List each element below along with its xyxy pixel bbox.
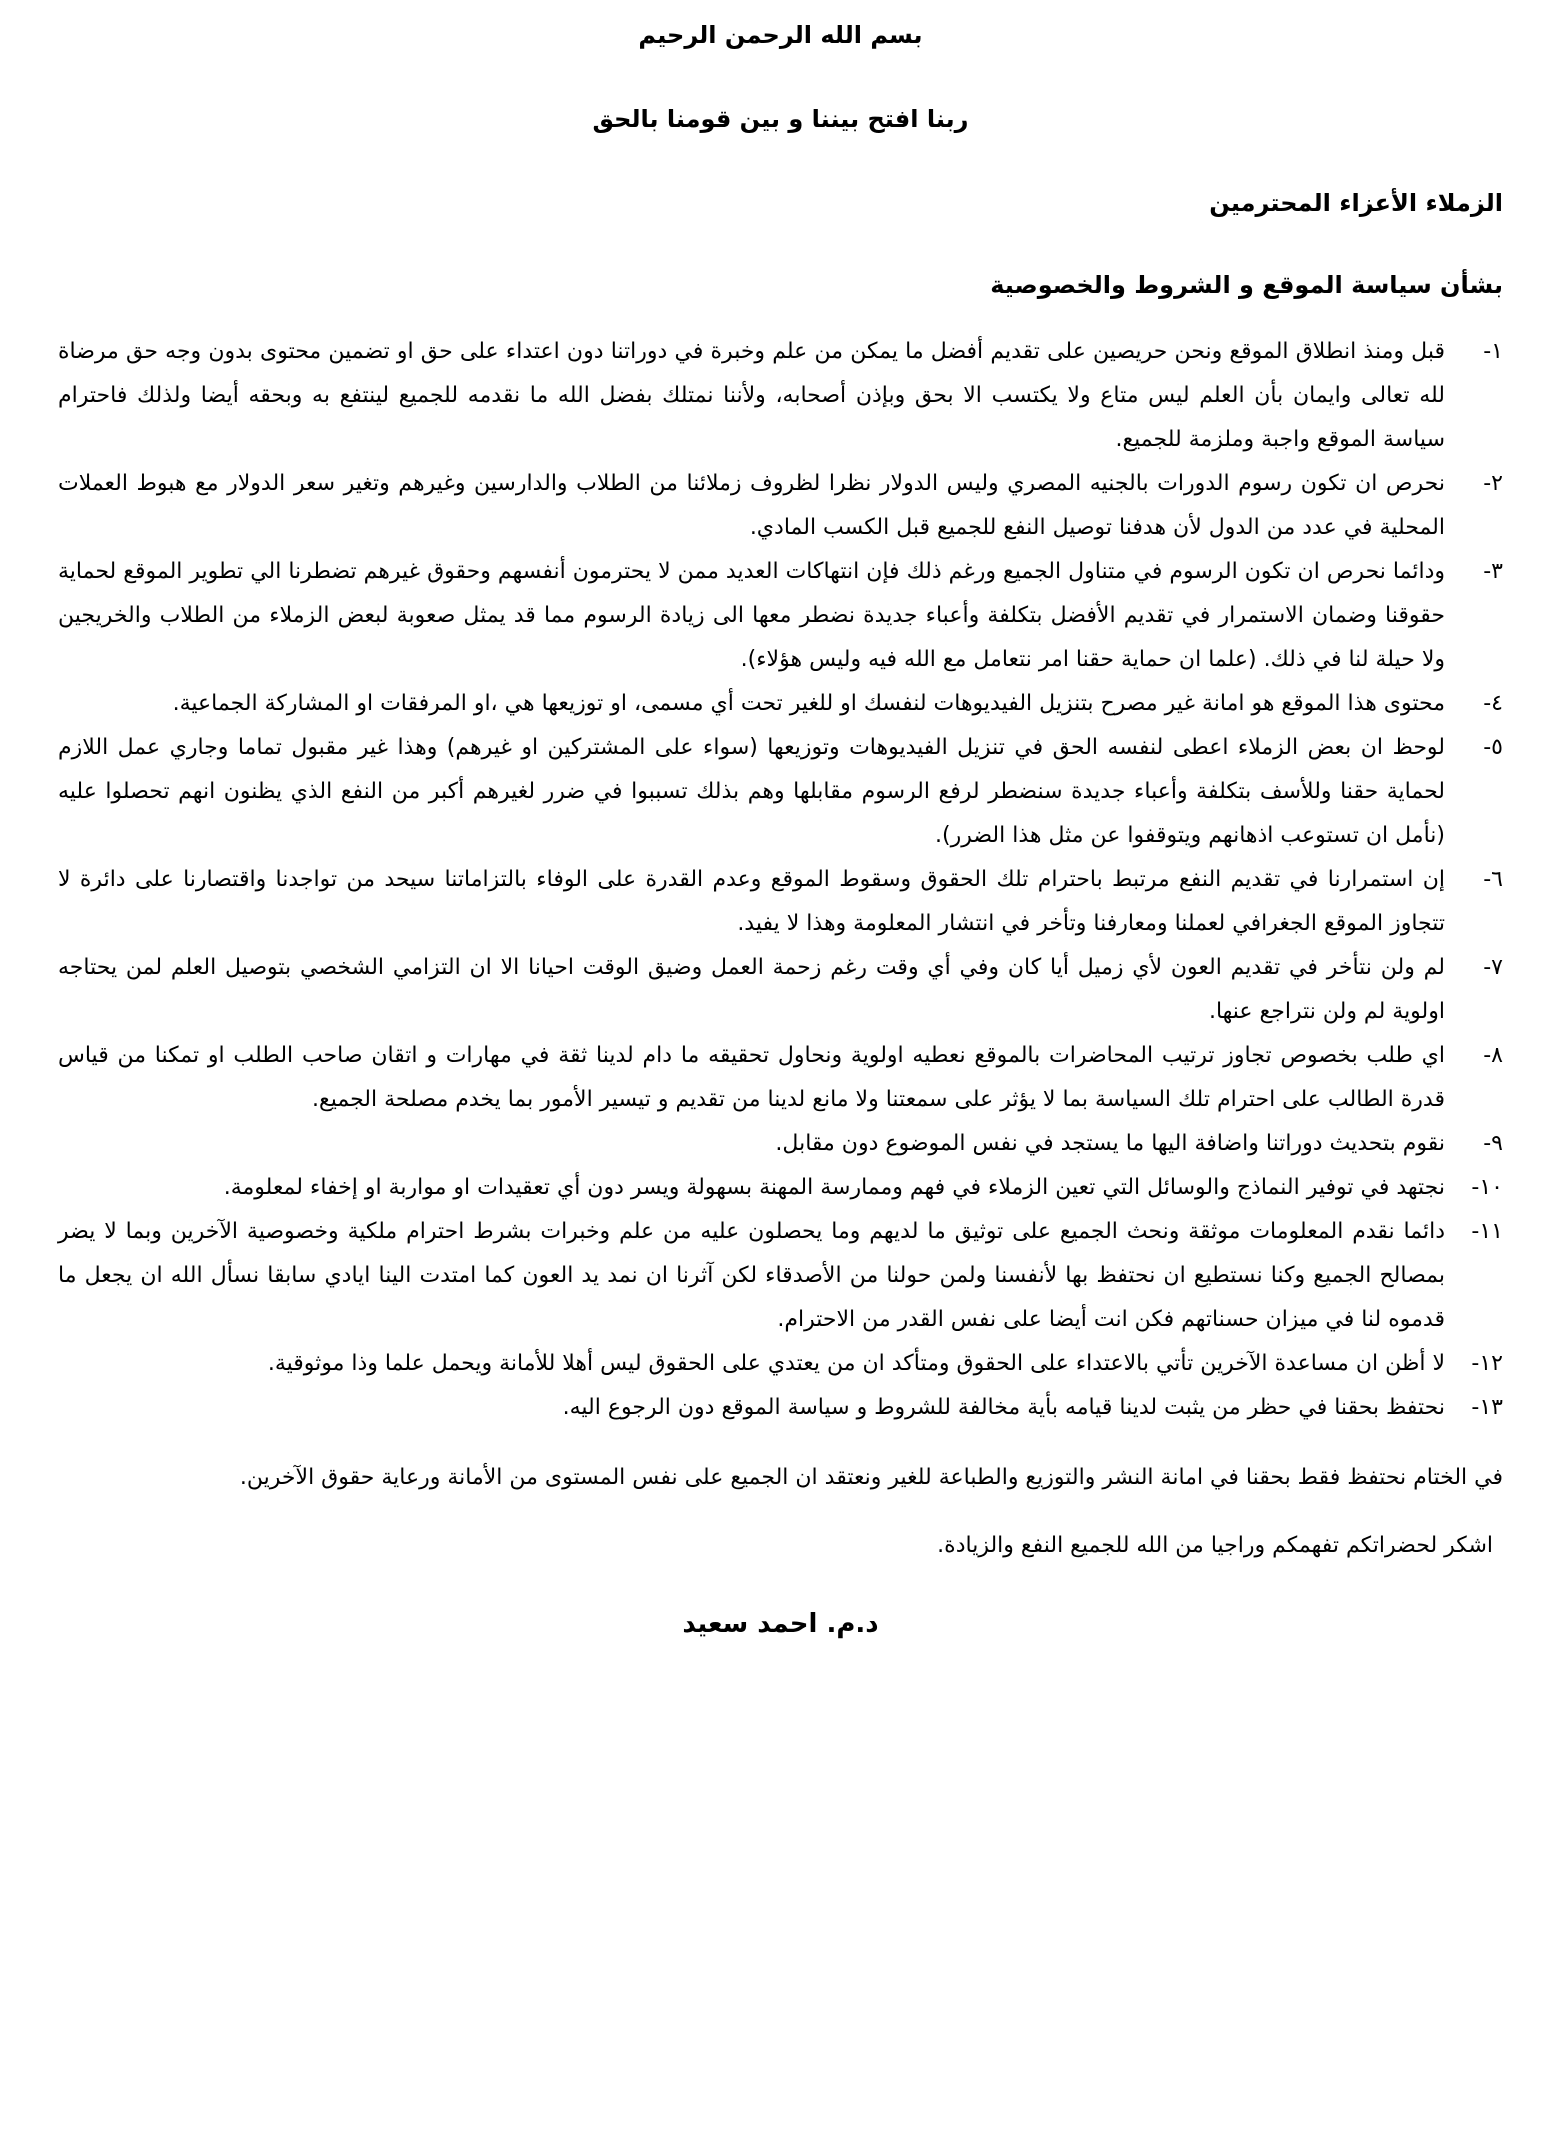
item-text: إن استمرارنا في تقديم النفع مرتبط باحترام تلك الحقوق وسقوط الموقع وعدم القدرة على الوفاء بالتزاماتنا سيحد من تواجدنا واقتصارنا على دائرة لا تتجاوز الموقع الجغرافي لعملنا ومعارفنا وتأخر في انتشار المعلومة وهذا لا يفيد. [58, 867, 1445, 936]
closing-paragraph: في الختام نحتفظ فقط بحقنا في امانة النشر والتوزيع والطباعة للغير ونعتقد ان الجميع على نفس المستوى من الأمانة ورعاية حقوق الآخرين. [239, 1465, 1503, 1490]
item-text: ودائما نحرص ان تكون الرسوم في متناول الجميع ورغم ذلك فإن انتهاكات العديد ممن لا يحترمون أنفسهم وحقوق غيرهم تضطرنا الي تطوير الموقع لحماية حقوقنا وضمان الاستمرار في تقديم الأفضل بتكلفة وأعباء جديدة نضطر معها الى زيادة الرسوم مما قد يمثل صعوبة لبعض الزملاء من الطلاب والخريجين ولا حيلة لنا في ذلك. (علما ان حماية حقنا امر نتعامل مع الله فيه وليس هؤلاء). [58, 559, 1445, 672]
list-item [58, 1210, 1503, 1342]
item-number: ٣- [1483, 559, 1503, 584]
item-text: نجتهد في توفير النماذج والوسائل التي تعين الزملاء في فهم وممارسة المهنة بسهولة ويسر دون أي تعقيدات او مواربة او إخفاء لمعلومة. [223, 1175, 1445, 1200]
item-text: اي طلب بخصوص تجاوز ترتيب المحاضرات بالموقع نعطيه اولوية ونحاول تحقيقه ما دام لدينا ثقة في مهارات و اتقان صاحب الطلب او تمكنا من قياس قدرة الطالب على احترام تلك السياسة بما لا يؤثر على سمعتنا ولا مانع لدينا من تقديم و تيسير الأمور بما يخدم مصلحة الجميع. [58, 1043, 1445, 1112]
item-number: ٧- [1483, 955, 1503, 980]
list-item [58, 1122, 1503, 1166]
policy-list [58, 330, 1503, 1430]
signature: د.م. احمد سعيد [682, 1609, 879, 1639]
item-number: ٨- [1483, 1043, 1503, 1068]
item-text: نحتفظ بحقنا في حظر من يثبت لدينا قيامه بأية مخالفة للشروط و سياسة الموقع دون الرجوع اليه. [562, 1395, 1445, 1420]
list-item [58, 550, 1503, 682]
list-item [58, 1386, 1503, 1430]
list-item [58, 1166, 1503, 1210]
basmala-heading: بسم الله الرحمن الرحيم [638, 21, 923, 49]
list-item [58, 682, 1503, 726]
item-text: قبل ومنذ انطلاق الموقع ونحن حريصين على تقديم أفضل ما يمكن من علم وخبرة في دوراتنا دون اعتداء على حق او تضمين محتوى بدون وجه حق مرضاة لله تعالى وايمان بأن العلم ليس متاع ولا يكتسب الا بحق وبإذن أصحابه، ولأننا نمتلك بفضل الله ما نقدمه للجميع لينتفع به وبحقه أيضا ولذلك فاحترام سياسة الموقع واجبة وملزمة للجميع. [58, 339, 1445, 452]
item-text: نقوم بتحديث دوراتنا واضافة اليها ما يستجد في نفس الموضوع دون مقابل. [775, 1131, 1445, 1156]
item-text: لا أظن ان مساعدة الآخرين تأتي بالاعتداء على الحقوق ومتأكد ان من يعتدي على الحقوق ليس أهلا للأمانة ويحمل علما وذا موثوقية. [267, 1351, 1445, 1376]
list-item [58, 946, 1503, 1034]
item-number: ٤- [1483, 691, 1503, 716]
list-item [58, 858, 1503, 946]
item-number: ٢- [1483, 471, 1503, 496]
item-text: لم ولن نتأخر في تقديم العون لأي زميل أيا كان وفي أي وقت رغم زحمة العمل وضيق الوقت احيانا الا ان التزامي الشخصي بتوصيل العلم لمن يحتاجه اولوية لم ولن نتراجع عنها. [58, 955, 1445, 1024]
item-number: ١- [1483, 339, 1503, 364]
thanks-line: اشكر لحضراتكم تفهمكم وراجيا من الله للجميع النفع والزيادة. [937, 1533, 1493, 1558]
item-number: ١٢- [1471, 1351, 1503, 1376]
dua-heading: ربنا افتح بيننا و بين قومنا بالحق [592, 105, 969, 133]
item-text: دائما نقدم المعلومات موثقة ونحث الجميع على توثيق ما لديهم وما يحصلون عليه من علم وخبرات بشرط احترام ملكية وخصوصية الآخرين وبما لا يضر بمصالح الجميع وكنا نستطيع ان نحتفظ بها لأنفسنا ولمن حولنا من الأصدقاء لكن آثرنا ان نمد يد العون كما امتدت الينا ايادي سابقا نسأل الله ان يجعل ما قدموه لنا في ميزان حسناتهم فكن انت أيضا على نفس القدر من الاحترام. [58, 1219, 1445, 1332]
item-text: لوحظ ان بعض الزملاء اعطى لنفسه الحق في تنزيل الفيديوهات وتوزيعها (سواء على المشتركين او غيرهم) وهذا غير مقبول تماما وجاري عمل اللازم لحماية حقنا وللأسف بتكلفة وأعباء جديدة سنضطر لرفع الرسوم مقابلها وهم بذلك تسببوا في ضرر لغيرهم أكبر من النفع الذي يظنون انهم تحصلوا عليه (نأمل ان تستوعب اذهانهم ويتوقفوا عن مثل هذا الضرر). [58, 735, 1445, 848]
item-number: ٦- [1483, 867, 1503, 892]
item-number: ١٣- [1471, 1395, 1503, 1420]
item-number: ١١- [1471, 1219, 1503, 1244]
item-text: محتوى هذا الموقع هو امانة غير مصرح بتنزيل الفيديوهات لنفسك او للغير تحت أي مسمى، او توزيعها هي ،او المرفقات او المشاركة الجماعية. [172, 691, 1445, 716]
list-item [58, 1342, 1503, 1386]
subject-line: بشأن سياسة الموقع و الشروط والخصوصية [990, 271, 1503, 299]
list-item [58, 462, 1503, 550]
item-number: ١٠- [1471, 1175, 1503, 1200]
item-number: ٥- [1483, 735, 1503, 760]
greeting: الزملاء الأعزاء المحترمين [1209, 189, 1503, 217]
item-number: ٩- [1483, 1131, 1503, 1156]
item-text: نحرص ان تكون رسوم الدورات بالجنيه المصري وليس الدولار نظرا لظروف زملائنا من الطلاب والدارسين وغيرهم وتغير سعر الدولار مع هبوط العملات المحلية في عدد من الدول لأن هدفنا توصيل النفع للجميع قبل الكسب المادي. [58, 471, 1445, 540]
list-item [58, 330, 1503, 462]
list-item [58, 1034, 1503, 1122]
list-item [58, 726, 1503, 858]
